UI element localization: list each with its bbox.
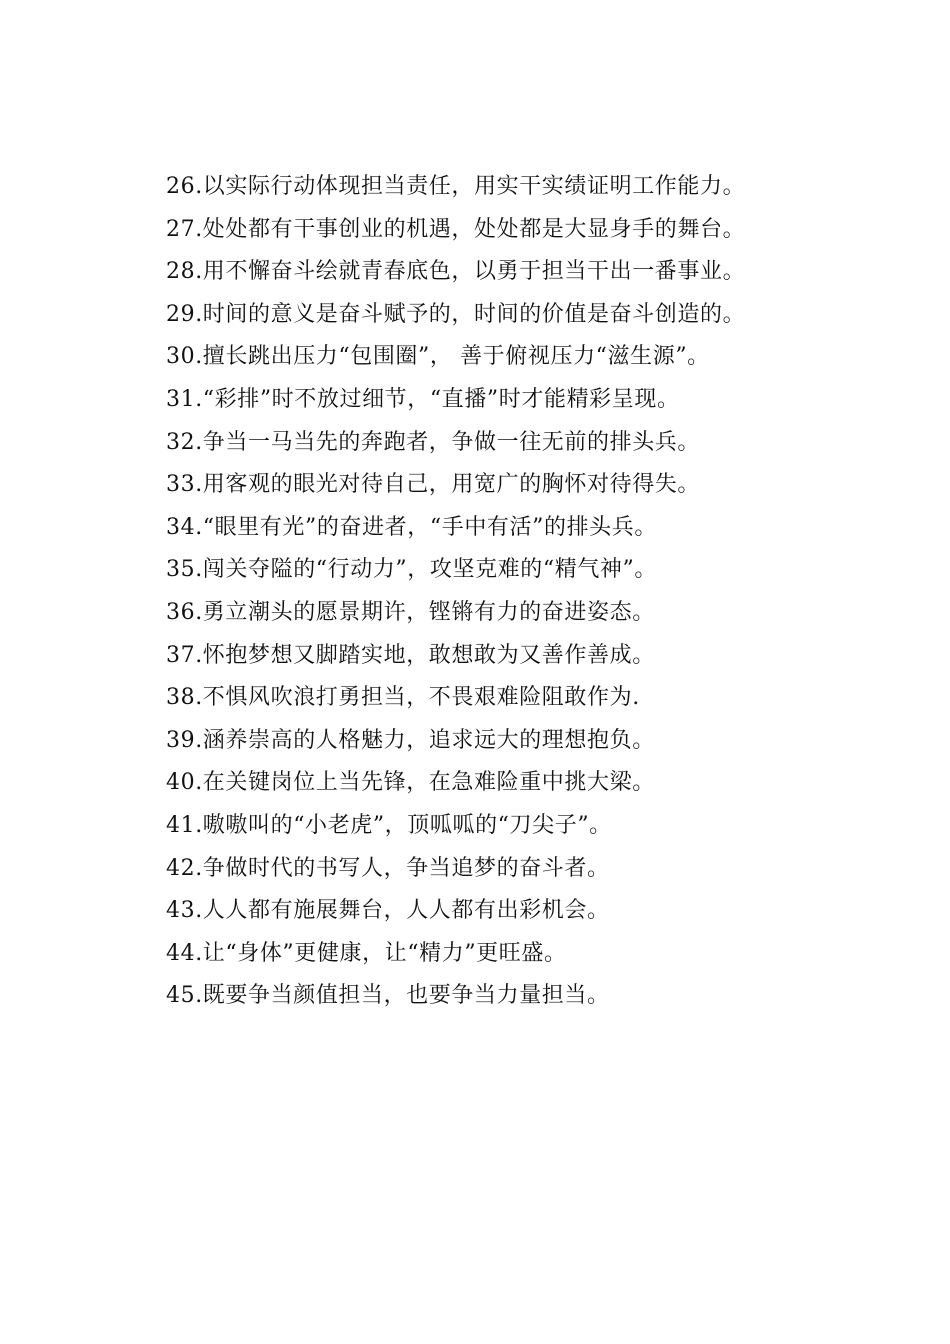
list-item: 40.在关键岗位上当先锋，在急难险重中挑大梁。 <box>166 770 655 796</box>
list-item: 32.争当一马当先的奔跑者，争做一往无前的排头兵。 <box>166 429 700 455</box>
list-item: 43.人人都有施展舞台，人人都有出彩机会。 <box>166 898 610 924</box>
list-item: 44.让“身体”更健康，让“精力”更旺盛。 <box>166 940 567 966</box>
list-item: 30.擅长跳出压力“包围圈”， 善于俯视压力“滋生源”。 <box>166 344 710 370</box>
list-item: 38.不惧风吹浪打勇担当，不畏艰难险阻敢作为. <box>166 685 640 711</box>
list-item: 35.闯关夺隘的“行动力”，攻坚克难的“精气神”。 <box>166 557 657 583</box>
list-item: 28.用不懈奋斗绘就青春底色，以勇于担当干出一番事业。 <box>166 259 746 285</box>
list-item: 39.涵养崇高的人格魅力，追求远大的理想抱负。 <box>166 727 655 753</box>
list-item: 41.嗷嗷叫的“小老虎”，顶呱呱的“刀尖子”。 <box>166 812 612 838</box>
list-item: 45.既要争当颜值担当，也要争当力量担当。 <box>166 983 610 1009</box>
list-item: 33.用客观的眼光对待自己，用宽广的胸怀对待得失。 <box>166 472 700 498</box>
list-item: 42.争做时代的书写人，争当追梦的奋斗者。 <box>166 855 610 881</box>
list-item: 27.处处都有干事创业的机遇，处处都是大显身手的舞台。 <box>166 216 746 242</box>
slogan-list <box>166 166 856 1018</box>
list-item: 37.怀抱梦想又脚踏实地，敢想敢为又善作善成。 <box>166 642 655 668</box>
list-item: 31.“彩排”时不放过细节，“直播”时才能精彩呈现。 <box>166 386 680 412</box>
list-item: 29.时间的意义是奋斗赋予的，时间的价值是奋斗创造的。 <box>166 301 746 327</box>
list-item: 34.“眼里有光”的奋进者，“手中有活”的排头兵。 <box>166 514 657 540</box>
list-item: 36.勇立潮头的愿景期许，铿锵有力的奋进姿态。 <box>166 599 655 625</box>
list-item: 26.以实际行动体现担当责任，用实干实绩证明工作能力。 <box>166 174 746 199</box>
